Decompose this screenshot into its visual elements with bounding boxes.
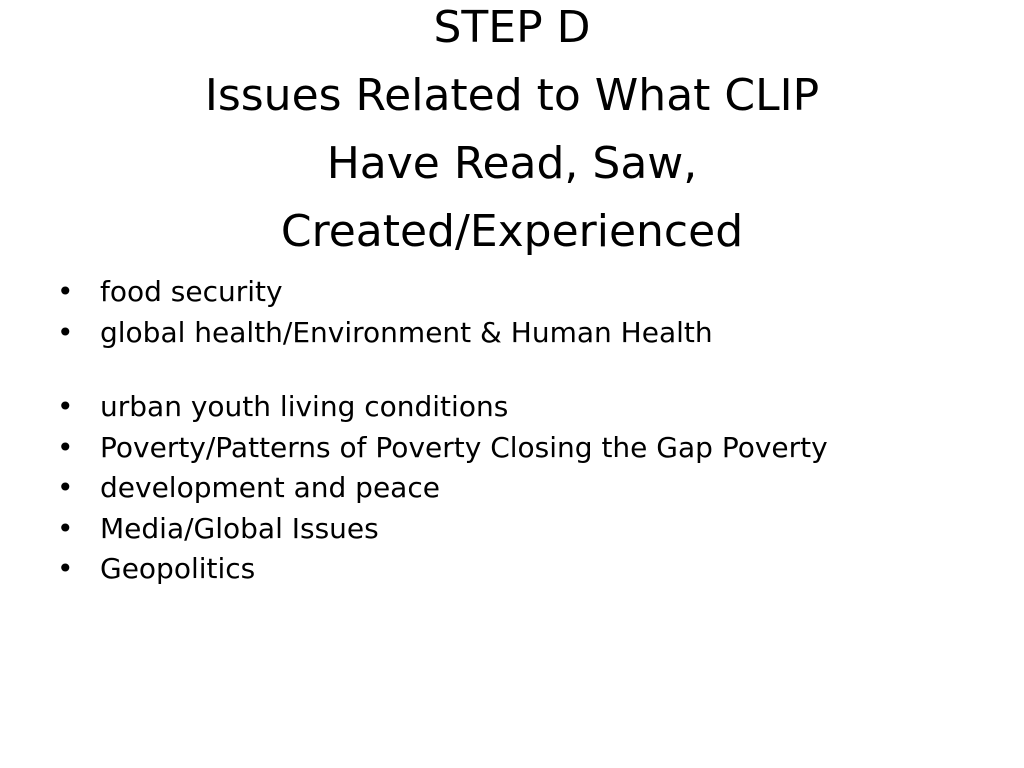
bullet-item	[57, 549, 1007, 590]
bullet-text: Media/Global Issues	[100, 511, 379, 545]
bullet-item	[57, 428, 1007, 469]
bullet-item	[57, 272, 1007, 313]
title-line-2: Issues Related to What CLIP	[204, 70, 820, 121]
title-line-1: STEP D	[433, 2, 591, 53]
title-line-3: Have Read, Saw,	[326, 138, 698, 189]
bullet-text: development and peace	[100, 471, 440, 504]
bullet-dot-icon: •	[57, 471, 74, 504]
bullet-dot-icon: •	[57, 315, 74, 349]
bullet-item	[57, 509, 1007, 550]
bullet-text: urban youth living conditions	[100, 390, 509, 423]
bullet-dot-icon: •	[57, 552, 74, 585]
bullet-dot-icon: •	[57, 430, 74, 464]
bullet-item	[57, 313, 1007, 354]
bullet-text: Poverty/Patterns of Poverty Closing the Gap Poverty	[100, 430, 828, 464]
bullet-text: Geopolitics	[100, 552, 256, 585]
bullet-text: food security	[100, 275, 283, 308]
bullet-item	[57, 468, 1007, 509]
bullet-list	[57, 272, 1007, 590]
bullet-text: global health/Environment & Human Health	[100, 315, 713, 349]
slide-title	[0, 0, 1024, 266]
bullet-dot-icon: •	[57, 511, 74, 545]
bullet-item	[57, 387, 1007, 428]
title-line-4: Created/Experienced	[280, 206, 744, 257]
bullet-dot-icon: •	[57, 390, 74, 423]
bullet-dot-icon: •	[57, 275, 74, 308]
